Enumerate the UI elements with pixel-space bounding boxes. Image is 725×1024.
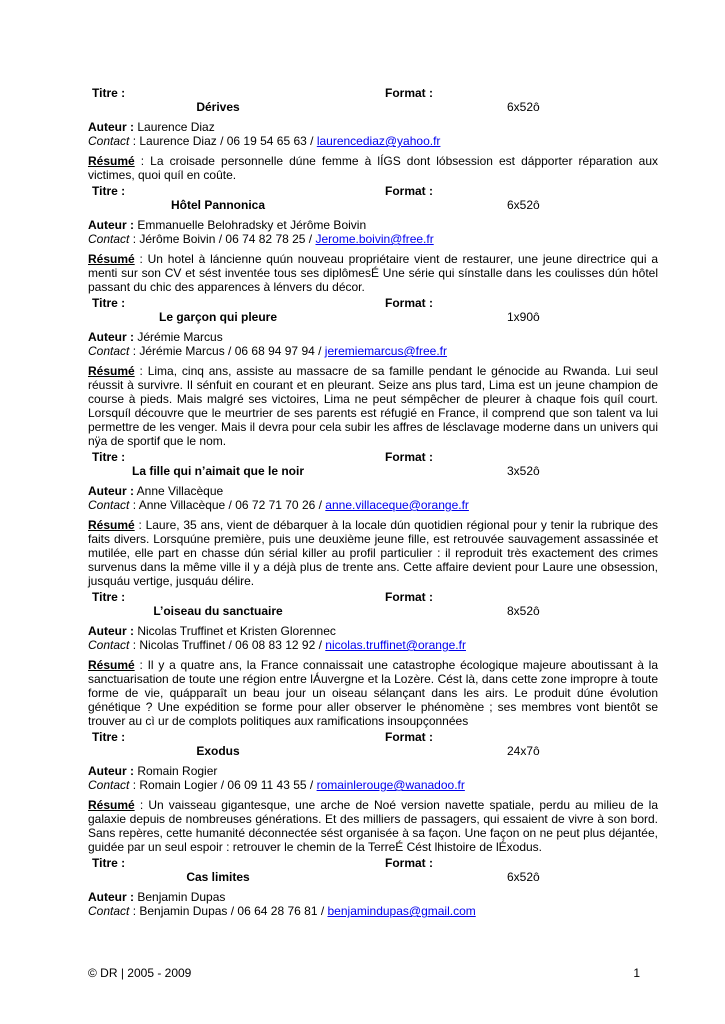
summary-label: Résumé [88,154,135,168]
summary-text: : Un vaisseau gigantesque, une arche de Noé version navette spatiale, perdu au milieu de la galaxie depuis de nombreuses générations. Et des milliers de passagers, qui essaient de vivre à son bord. Sans repères, cette humanité déconnectée sést organisée à sa façon. Une façon on ne peut plus déjantée, guidée par un seul espoir : retrouver le chemin de la TerreÉ Cést lhistoire de lÉxodus. [88,798,658,854]
titre-label: Titre : [92,730,126,744]
contact-label: Contact [88,778,130,792]
catalog-entry [88,730,658,854]
format-label: Format : [385,296,433,310]
entry-title: Exodus [196,744,240,758]
summary-text: : Lima, cinq ans, assiste au massacre de sa famille pendant le génocide au Rwanda. Lui seul réussit à survivre. Il sénfuit en courant et en pleurant. Seize ans plus tard, Lima est un jeune champion de course à pieds. Mais malgré ses victoires, Lima ne peut sémpêcher de pleurer à chaque fois quíl court. Lorsquíl découvre que le meurtrier de ses parents est réfugié en France, il comprend que son talent va lui permettre de les venger. Mais il devra pour cela subir les affres de lésclavage moderne dans un univers qui nÿa de sportif que le nom. [88,364,658,448]
summary-text: : La croisade personnelle dúne femme à lÍGS dont lóbsession est dápporter réparation aux victimes, quoi quíl en coûte. [88,154,658,182]
author-label: Auteur : [88,484,134,498]
author-label: Auteur : [88,330,134,344]
summary-paragraph [88,518,658,588]
summary-label: Résumé [88,252,135,266]
author-line [88,330,658,344]
catalog-entry [88,450,658,588]
email-link[interactable]: laurencediaz@yahoo.fr [316,134,441,148]
title-row [88,296,658,324]
author-name: Jérémie Marcus [137,330,223,344]
entry-format: 1x90ô [507,310,540,324]
contact-line [88,904,658,918]
title-row [88,590,658,618]
summary-label: Résumé [88,364,135,378]
catalog-entry [88,86,658,182]
format-label: Format : [385,590,433,604]
titre-label: Titre : [92,590,126,604]
email-link[interactable]: Jerome.boivin@free.fr [315,232,434,246]
entry-format: 6x52ô [507,198,540,212]
summary-paragraph [88,658,658,728]
title-row [88,184,658,212]
format-label: Format : [385,730,433,744]
entry-format: 24x7ô [507,744,540,758]
catalog-entry [88,856,658,918]
contact-label: Contact [88,344,130,358]
entry-title: Cas limites [186,870,250,884]
title-row [88,730,658,758]
contact-label: Contact [88,232,130,246]
contact-label: Contact [88,134,130,148]
email-link[interactable]: benjamindupas@gmail.com [327,904,476,918]
titre-label: Titre : [92,86,126,100]
author-name: Benjamin Dupas [137,890,226,904]
author-label: Auteur : [88,890,134,904]
contact-line [88,344,658,358]
author-name: Nicolas Truffinet et Kristen Glorennec [137,624,336,638]
summary-paragraph [88,252,658,294]
author-line [88,120,658,134]
contact-details: : Jérôme Boivin / 06 74 82 78 25 / [129,232,316,246]
author-name: Emmanuelle Belohradsky et Jérôme Boivin [137,218,367,232]
summary-label: Résumé [88,518,135,532]
format-label: Format : [385,856,433,870]
format-label: Format : [385,184,433,198]
contact-line [88,232,658,246]
footer [88,966,640,980]
footer-copyright: © DR | 2005 - 2009 [88,966,192,980]
author-line [88,624,658,638]
author-label: Auteur : [88,764,134,778]
entry-title: Le garçon qui pleure [158,310,278,324]
summary-paragraph [88,364,658,448]
contact-details: : Romain Logier / 06 09 11 43 55 / [129,778,317,792]
titre-label: Titre : [92,184,126,198]
title-row [88,856,658,884]
contact-label: Contact [88,638,130,652]
catalog-entry [88,296,658,448]
entry-title: La fille qui n’aimait que le noir [131,464,305,478]
page-number: 1 [633,966,640,980]
contact-line [88,498,658,512]
author-label: Auteur : [88,120,134,134]
author-line [88,764,658,778]
email-link[interactable]: nicolas.truffinet@orange.fr [325,638,466,652]
author-name: Romain Rogier [137,764,218,778]
document-body [88,86,658,918]
contact-details: : Laurence Diaz / 06 19 54 65 63 / [129,134,317,148]
title-row [88,450,658,478]
contact-details: : Benjamin Dupas / 06 64 28 76 81 / [129,904,328,918]
email-link[interactable]: jeremiemarcus@free.fr [324,344,448,358]
summary-label: Résumé [88,798,135,812]
contact-label: Contact [88,498,130,512]
entry-title: L’oiseau du sanctuaire [153,604,283,618]
contact-line [88,638,658,652]
contact-line [88,134,658,148]
contact-details: : Jérémie Marcus / 06 68 94 97 94 / [129,344,325,358]
summary-text: : Un hotel à láncienne quún nouveau propriétaire vient de restaurer, une jeune directrice qui a menti sur son CV et sést inventée tous ses diplômesÉ Une série qui sínstalle dans les coulisses dún hôtel passant du chic des apparences à lénvers du décor. [88,252,658,294]
entry-title: Hôtel Pannonica [170,198,265,212]
author-name: Anne Villacèque [136,484,224,498]
entry-format: 6x52ô [507,100,540,114]
email-link[interactable]: romainlerouge@wanadoo.fr [316,778,465,792]
format-label: Format : [385,86,433,100]
entry-title: Dérives [196,100,240,114]
titre-label: Titre : [92,296,126,310]
catalog-entry [88,184,658,294]
email-link[interactable]: anne.villaceque@orange.fr [325,498,469,512]
author-label: Auteur : [88,624,134,638]
author-name: Laurence Diaz [137,120,215,134]
contact-details: : Anne Villacèque / 06 72 71 70 26 / [129,498,326,512]
summary-text: : Il y a quatre ans, la France connaissait une catastrophe écologique majeure aboutissant à la sanctuarisation de toute une région entre lÁuvergne et la Lozère. Cést là, dans cette zone impropre à toute forme de vie, quápparaît un beau jour un oiseau sélançant dans les airs. Le produit dúne évolution génétique ? Une expédition se forme pour aller observer le phénomène ; ses membres vont bientôt se trouver au cì ur de complots politiques aux ramifications insoupçonnées [88,658,658,728]
summary-text: : Laure, 35 ans, vient de débarquer à la locale dún quotidien régional pour y tenir la rubrique des faits divers. Lorsquúne première, puis une deuxième jeune fille, est retrouvée sauvagement assassinée et mutilée, elle part en chasse dún sérial killer au profil particulier : il reproduit très exactement des crimes survenus dans la même ville il y a déjà plus de trente ans. Cette affaire devient pour Laure une obsession, jusquáu vertige, jusquáu délire. [88,518,658,588]
titre-label: Titre : [92,450,126,464]
summary-paragraph [88,154,658,182]
entry-format: 8x52ô [507,604,540,618]
format-label: Format : [385,450,433,464]
catalog-entry [88,590,658,728]
titre-label: Titre : [92,856,126,870]
title-row [88,86,658,114]
summary-paragraph [88,798,658,854]
author-line [88,890,658,904]
author-line [88,484,658,498]
author-label: Auteur : [88,218,134,232]
contact-details: : Nicolas Truffinet / 06 08 83 12 92 / [129,638,326,652]
summary-label: Résumé [88,658,135,672]
entry-format: 3x52ô [507,464,540,478]
contact-label: Contact [88,904,130,918]
entry-format: 6x52ô [507,870,540,884]
contact-line [88,778,658,792]
author-line [88,218,658,232]
